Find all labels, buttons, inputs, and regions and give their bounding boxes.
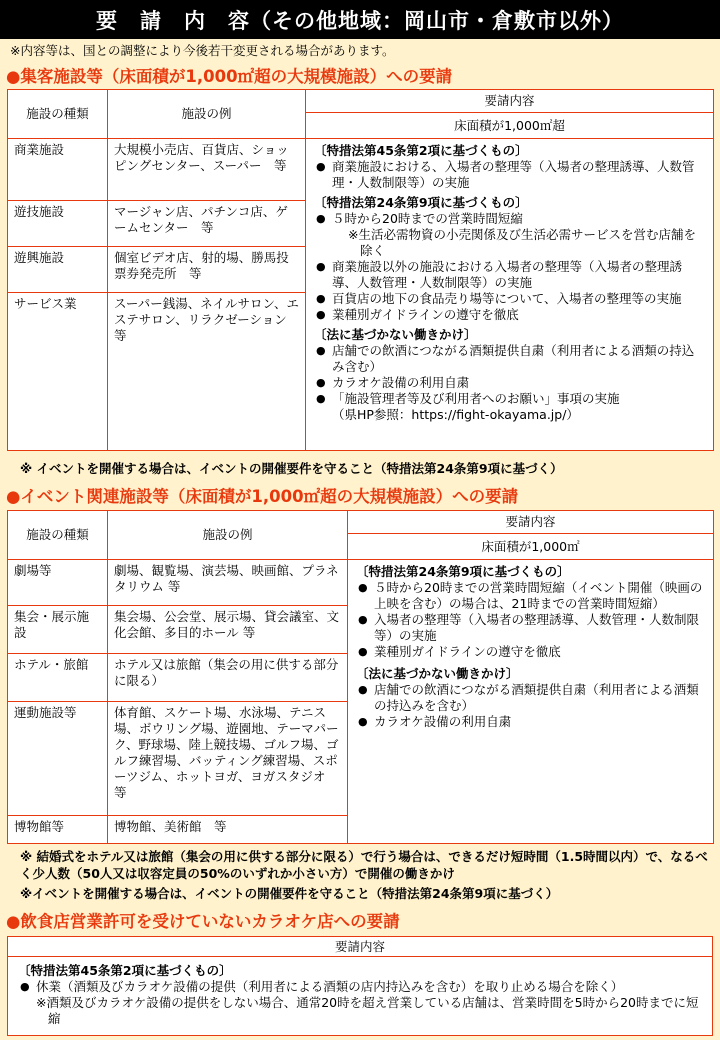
table-row-example: マージャン店、パチンコ店、ゲームセンター 等 xyxy=(108,201,306,247)
col-header-type: 施設の種類 xyxy=(8,511,108,560)
section1-table xyxy=(7,89,714,451)
req-heading: 〔法に基づかない働きかけ〕 xyxy=(314,327,477,342)
req-heading: 〔特措法第24条第9項に基づくもの〕 xyxy=(356,564,570,579)
req-heading: 〔特措法第45条第2項に基づくもの〕 xyxy=(18,963,232,978)
list-item: ● 百貨店の地下の食品売り場等について、入場者の整理等の実施 xyxy=(314,291,705,307)
section2-note-2: ※イベントを開催する場合は、イベントの開催要件を守ること（特措法第24条第9項に基づく） xyxy=(20,886,559,901)
list-item: ● 商業施設以外の施設における入場者の整理等（入場者の整理誘導、人数管理・人数制限等）の実施 xyxy=(314,259,705,291)
section1-heading: ●集客施設等（床面積が1,000㎡超の大規模施設）への要請 xyxy=(6,67,453,86)
section2-note-1: ※ 結婚式をホテル又は旅館（集会の用に供する部分に限る）で行う場合は、できるだけ短時間（1.5時間以内）で、なるべく少人数（50人又は収容定員の50%のいずれか小さい方）で開催の働きかけ xyxy=(20,849,708,881)
section2-table xyxy=(7,510,714,844)
table-row-type: 劇場等 xyxy=(8,560,108,606)
col-header-example: 施設の例 xyxy=(108,90,306,139)
list-item: ● カラオケ設備の利用自粛 xyxy=(356,714,705,730)
list-item: ● ５時から20時までの営業時間短縮 xyxy=(314,211,705,227)
list-item: ● 休業（酒類及びカラオケ設備の提供（利用者による酒類の店内持込みを含む）を取り止める場合を除く） xyxy=(18,979,702,995)
table-row-type: 博物館等 xyxy=(8,816,108,844)
list-item: ● 商業施設における、入場者の整理等（入場者の整理誘導、人数管理・人数制限等）の実施 xyxy=(314,159,705,191)
table-row-example: 体育館、スケート場、水泳場、テニス場、ボウリング場、遊園地、テーマパーク、野球場、陸上競技場、ゴルフ場、ゴルフ練習場、バッティング練習場、スポーツジム、ホットヨガ、ヨガスタジオ 等 xyxy=(108,702,348,816)
req-heading: 〔法に基づかない働きかけ〕 xyxy=(356,666,519,681)
table-row-example: 劇場、観覧場、演芸場、映画館、プラネタリウム 等 xyxy=(108,560,348,606)
section2-heading: ●イベント関連施設等（床面積が1,000㎡超の大規模施設）への要請 xyxy=(6,487,519,506)
col-header-request: 要請内容 xyxy=(348,511,714,534)
list-item: ● 「施設管理者等及び利用者へのお願い」事項の実施 xyxy=(314,391,705,407)
list-item: ● カラオケ設備の利用自粛 xyxy=(314,375,705,391)
table-row-type: サービス業 xyxy=(8,293,108,451)
table-row-type: ホテル・旅館 xyxy=(8,654,108,702)
req-heading: 〔特措法第45条第2項に基づくもの〕 xyxy=(314,143,528,158)
top-note: ※内容等は、国との調整により今後若干変更される場合があります。 xyxy=(10,43,395,58)
list-item: ● 業種別ガイドラインの遵守を徹底 xyxy=(356,644,705,660)
section1-note: ※ イベントを開催する場合は、イベントの開催要件を守ること（特措法第24条第9項に基づく） xyxy=(20,461,563,476)
list-item: ● 店舗での飲酒につながる酒類提供自粛（利用者による酒類の持込みを含む） xyxy=(356,682,705,714)
section3-box xyxy=(7,936,713,1036)
table-row-type: 遊興施設 xyxy=(8,247,108,293)
table-row-type: 運動施設等 xyxy=(8,702,108,816)
col-header-example: 施設の例 xyxy=(108,511,348,560)
table-row-example: ホテル又は旅館（集会の用に供する部分に限る） xyxy=(108,654,348,702)
section2-request-cell xyxy=(348,560,714,844)
table-row-example: 個室ビデオ店、射的場、勝馬投票券発売所 等 xyxy=(108,247,306,293)
req-heading: 〔特措法第24条第9項に基づくもの〕 xyxy=(314,195,528,210)
page-title: 要 請 内 容（その他地域：岡山市・倉敷市以外） xyxy=(0,0,720,39)
list-item: ● 業種別ガイドラインの遵守を徹底 xyxy=(314,307,705,323)
table-row-example: 集会場、公会堂、展示場、貸会議室、文化会館、多目的ホール 等 xyxy=(108,606,348,654)
list-item: ● 入場者の整理等（入場者の整理誘導、人数管理・人数制限等）の実施 xyxy=(356,612,705,644)
table-row-example: スーパー銭湯、ネイルサロン、エステサロン、リラクゼーション 等 xyxy=(108,293,306,451)
col-header-request: 要請内容 xyxy=(306,90,714,113)
col-header-area: 床面積が1,000㎡ xyxy=(348,534,714,560)
col-header-type: 施設の種類 xyxy=(8,90,108,139)
table-row-example: 大規模小売店、百貨店、ショッピングセンター、スーパー 等 xyxy=(108,139,306,201)
col-header-area: 床面積が1,000㎡超 xyxy=(306,113,714,139)
list-item-note: ※酒類及びカラオケ設備の提供をしない場合、通常20時を超え営業している店舗は、営業時間を5時から20時までに短縮 xyxy=(36,995,699,1026)
col-header-request: 要請内容 xyxy=(8,937,712,957)
section3-heading: ●飲食店営業許可を受けていないカラオケ店への要請 xyxy=(6,912,400,931)
list-item-note: ※生活必需物資の小売関係及び生活必需サービスを営む店舗を除く xyxy=(348,227,696,258)
list-item: ● 店舗での飲酒につながる酒類提供自粛（利用者による酒類の持込み含む） xyxy=(314,343,705,375)
table-row-type: 遊技施設 xyxy=(8,201,108,247)
list-item: ● ５時から20時までの営業時間短縮（イベント開催（映画の上映を含む）の場合は、21時までの営業時間短縮） xyxy=(356,580,705,612)
table-row-type: 商業施設 xyxy=(8,139,108,201)
section1-request-cell xyxy=(306,139,714,451)
reference-link-text: （県HP参照：https://fight-okayama.jp/） xyxy=(332,407,579,422)
table-row-type: 集会・展示施設 xyxy=(8,606,108,654)
table-row-example: 博物館、美術館 等 xyxy=(108,816,348,844)
